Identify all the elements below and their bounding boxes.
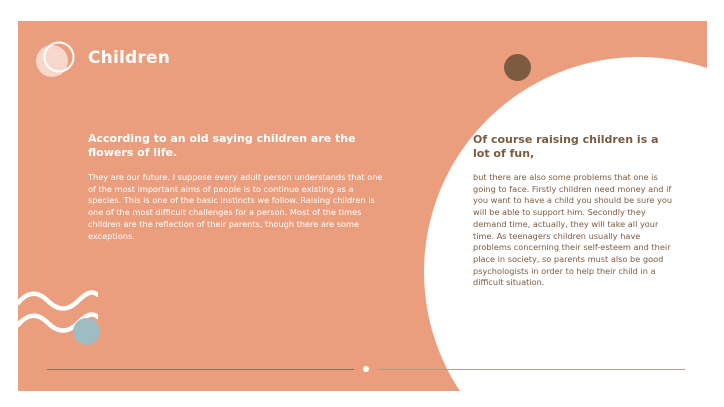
footer-dot: [363, 366, 369, 372]
left-body-text: They are our future. I suppose every adult person understands that one of the most important aims of people is to continue existing as a species. This is one of the basic instincts we follow. Raising children is one of the most difficult challenges for a person. Most of the times children are the reflection of their parents, though there are some exceptions.: [88, 172, 383, 241]
left-heading: According to an old saying children are the flowers of life.: [88, 132, 356, 159]
footer-divider-right: [378, 369, 685, 370]
blue-circle-shape: [73, 318, 100, 345]
right-body-text: but there are also some problems that one is going to face. Firstly children need money and if you want to have a child you should be sure you will be able to support him. Secondly they demand time, actually, they will take all your time. As teenagers children usually have problems concerning their self-esteem and their place in society, so parents must also be good psychologists in order to help their child in a difficult situation.: [473, 172, 673, 288]
overlapping-circles-icon: [35, 40, 75, 80]
slide: [18, 21, 707, 391]
slide-title: Children: [88, 48, 171, 68]
footer-divider-left: [47, 369, 354, 370]
brown-dot-shape: [504, 54, 531, 81]
right-heading: Of course raising children is a lot of fun,: [473, 133, 659, 160]
